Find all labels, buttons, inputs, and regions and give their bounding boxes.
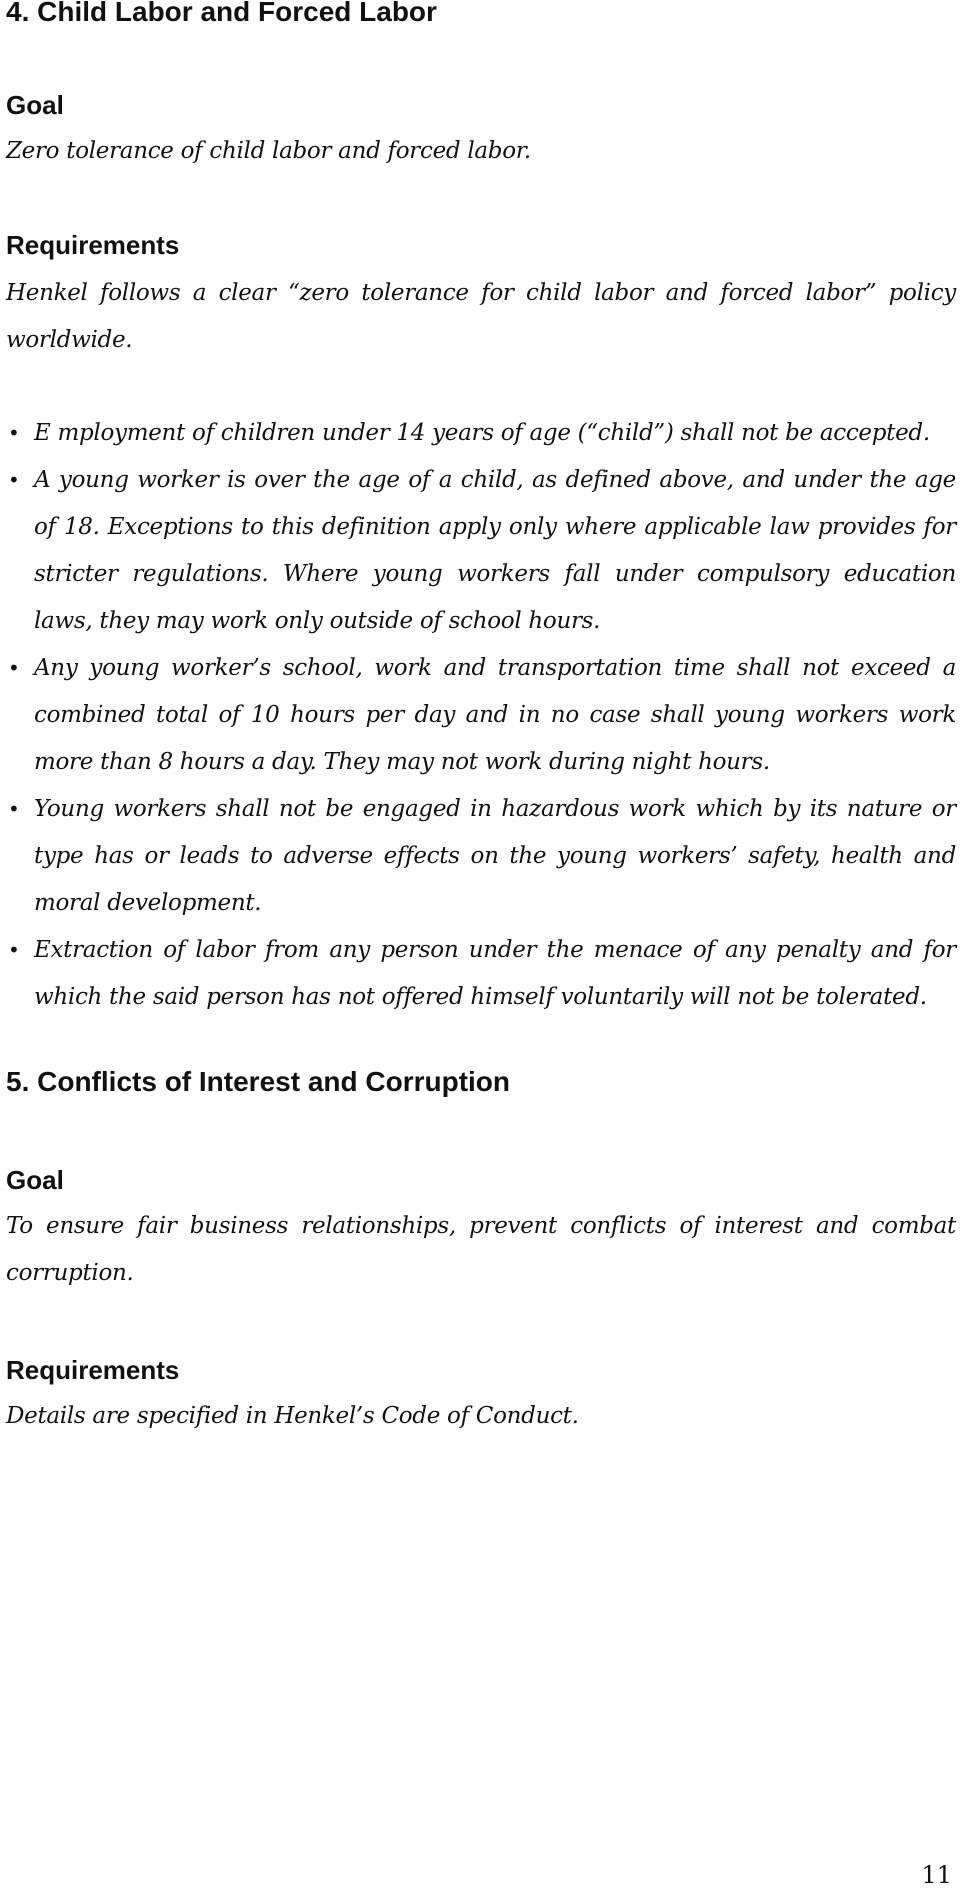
bullet-icon: • [8, 656, 20, 680]
bullet-item-young-worker-definition [6, 457, 956, 645]
bullet-item-working-hours [6, 645, 956, 786]
section-4-goal-text: Zero tolerance of child labor and forced labor. [6, 138, 531, 164]
section-5-goal-text: To ensure fair business relationships, prevent conflicts of interest and combat corruption. [6, 1213, 956, 1286]
section-5-requirements-text: Details are specified in Henkel’s Code of Conduct. [6, 1403, 579, 1429]
bullet-item-forced-labor [6, 927, 956, 1021]
section-4-goal-label: Goal [6, 90, 64, 120]
section-5-requirements-label: Requirements [6, 1355, 180, 1385]
bullet-text: E mployment of children under 14 years of age (“child”) shall not be accepted. [34, 420, 930, 446]
bullet-text: Extraction of labor from any person under the menace of any penalty and for which the said person has not offered himself voluntarily will not be tolerated. [34, 937, 956, 1010]
section-4-requirements-label: Requirements [6, 230, 180, 260]
bullet-text: Any young worker’s school, work and transportation time shall not exceed a combined total of 10 hours per day and in no case shall young workers work more than 8 hours a day. They may not work during night hours. [34, 655, 956, 775]
page-number: 11 [921, 1861, 952, 1889]
bullet-icon: • [8, 468, 20, 492]
section-5-title: 5. Conflicts of Interest and Corruption [6, 1066, 511, 1097]
section-4-bullet-list [6, 410, 956, 1021]
section-4-requirements-text: Henkel follows a clear “zero tolerance for child labor and forced labor” policy worldwide. [6, 280, 956, 353]
bullet-text: Young workers shall not be engaged in hazardous work which by its nature or type has or leads to adverse effects on the young workers’ safety, health and moral development. [34, 796, 956, 916]
section-4-title: 4. Child Labor and Forced Labor [6, 0, 437, 27]
bullet-icon: • [8, 421, 20, 445]
bullet-icon: • [8, 938, 20, 962]
bullet-item-hazardous-work [6, 786, 956, 927]
bullet-item-children-employment [6, 410, 956, 457]
section-5-goal-label: Goal [6, 1165, 64, 1195]
bullet-icon: • [8, 797, 20, 821]
bullet-text: A young worker is over the age of a child, as defined above, and under the age of 18. Exceptions to this definition apply only where applicable law provides for stricter regulations. Where young workers fall under compulsory education laws, they may work only outside of school hours. [34, 467, 956, 634]
